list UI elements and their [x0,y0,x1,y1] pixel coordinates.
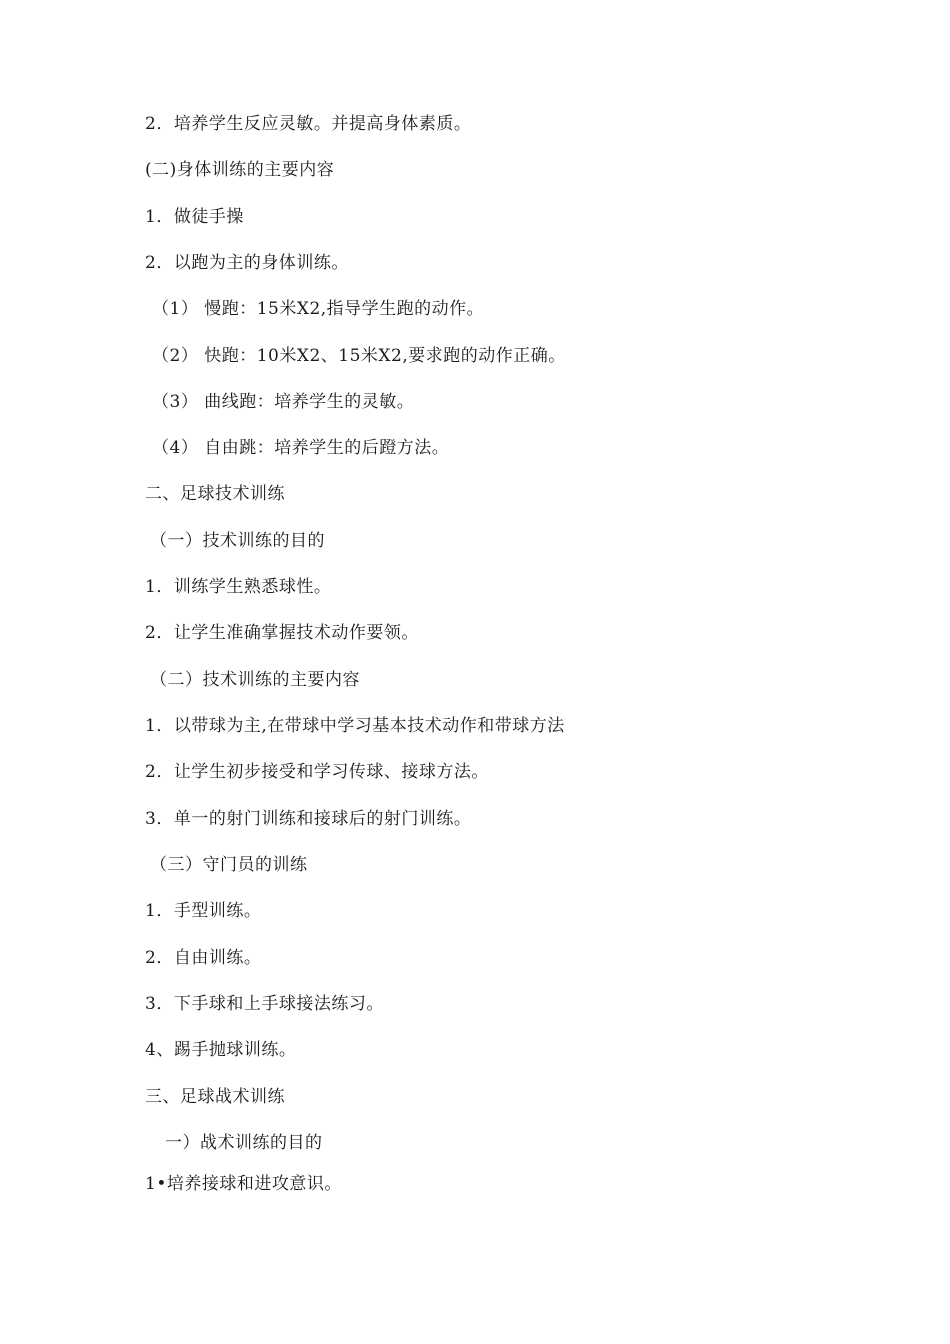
text-line: 2．以跑为主的身体训练。 [145,253,349,273]
section-heading: （三）守门员的训练 [150,855,308,875]
text-line: 3．下手球和上手球接法练习。 [145,994,384,1014]
section-heading: （一）技术训练的目的 [150,531,325,551]
list-item: （1） 慢跑：15米X2,指导学生跑的动作。 [152,299,485,319]
text-line: 1．训练学生熟悉球性。 [145,577,332,597]
text-line: 2．让学生准确掌握技术动作要领。 [145,623,419,643]
section-heading: （二）技术训练的主要内容 [150,670,360,690]
text-line: 3．单一的射门训练和接球后的射门训练。 [145,809,472,829]
text-line: 1．以带球为主,在带球中学习基本技术动作和带球方法 [145,716,565,736]
text-line: 1．手型训练。 [145,901,262,921]
list-item: （3） 曲线跑：培养学生的灵敏。 [152,392,415,412]
text-line: 2．培养学生反应灵敏。并提高身体素质。 [145,114,472,134]
list-item: （2） 快跑：10米X2、15米X2,要求跑的动作正确。 [152,346,566,366]
section-heading: 三、足球战术训练 [145,1087,285,1107]
section-heading: (二)身体训练的主要内容 [145,160,335,180]
text-line: 4、踢手抛球训练。 [145,1040,297,1060]
section-heading: 二、足球技术训练 [145,484,285,504]
text-line: 1．做徒手操 [145,207,244,227]
text-line: 1•培养接球和进攻意识。 [145,1174,342,1194]
list-item: （4） 自由跳：培养学生的后蹬方法。 [152,438,450,458]
text-line: 2．自由训练。 [145,948,262,968]
section-heading: 一）战术训练的目的 [165,1133,323,1153]
text-line: 2．让学生初步接受和学习传球、接球方法。 [145,762,489,782]
